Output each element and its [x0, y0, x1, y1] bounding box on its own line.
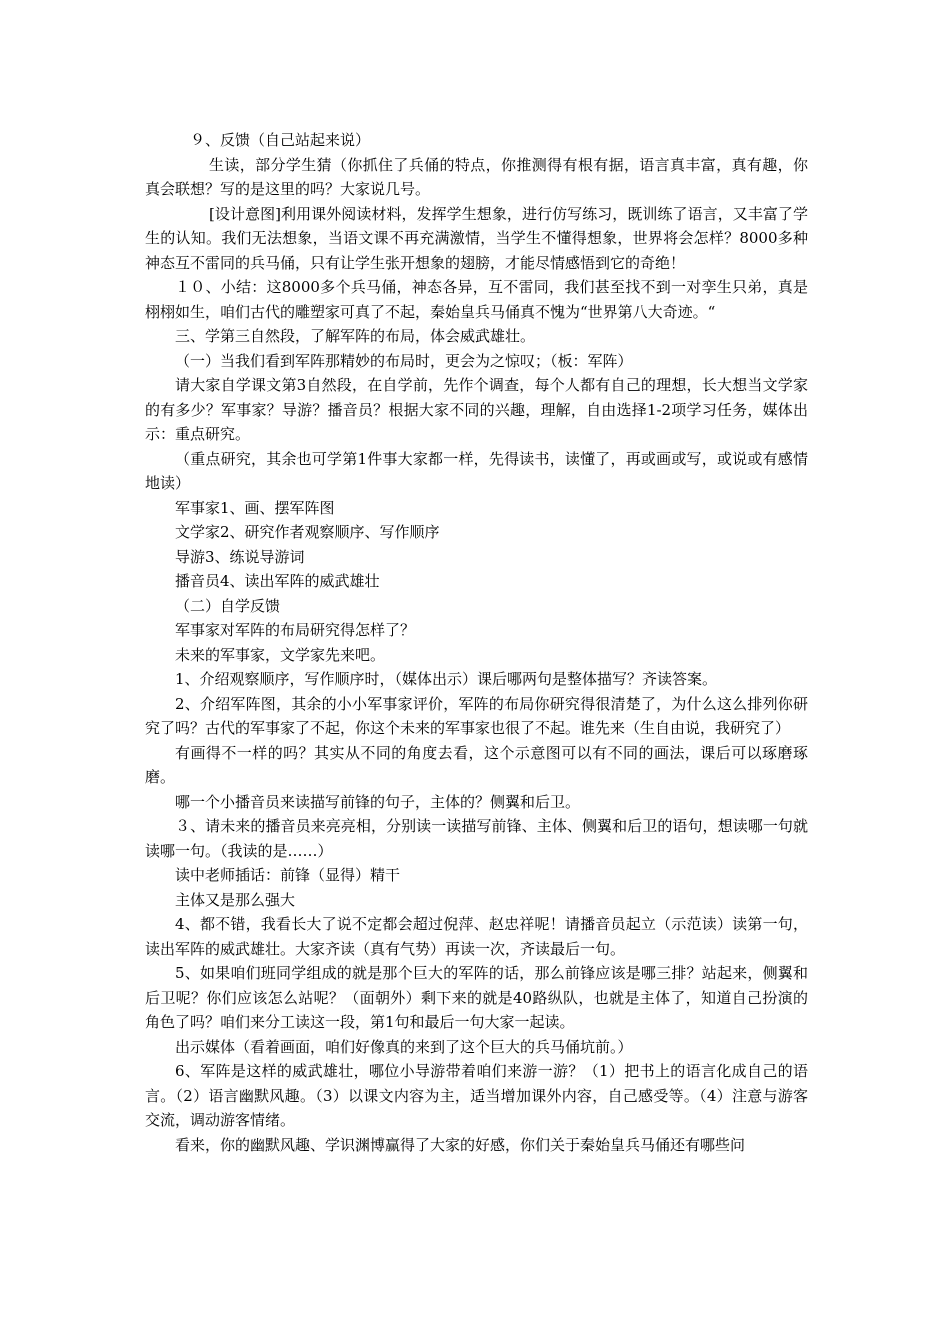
paragraph-announcer: 哪一个小播音员来读描写前锋的句子，主体的？侧翼和后卫。: [175, 792, 581, 811]
subsection-heading-one: （一）当我们看到军阵那精妙的布局时，更会为之惊叹；（板：军阵）: [175, 351, 633, 370]
paragraph-main-body: 主体又是那么强大: [175, 890, 296, 909]
paragraph-design-intent: [设计意图]利用课外阅读材料，发挥学生想象，进行仿写练习，既训练了语言，又丰富了学生的认知。我们无法想象，当语文课不再充满激情，当学生不懂得想象，世界将会怎样？8000多种神态互不雷同的兵马俑，只有让学生张开想象的翅膀，才能尽情感悟到它的奇绝！: [145, 204, 808, 272]
paragraph-different-drawing: 有画得不一样的吗？其实从不同的角度去看，这个示意图可以有不同的画法，课后可以琢磨琢磨。: [145, 743, 808, 786]
paragraph-step-4: 4、都不错，我看长大了说不定都会超过倪萍、赵忠祥呢！请播音员起立（示范读）读第一句，读出军阵的威武雄壮。大家齐读（真有气势）再读一次，齐读最后一句。: [145, 915, 808, 958]
task-item-4: 播音员4、读出军阵的威武雄壮: [175, 572, 380, 590]
task-item-1: 军事家1、画、摆军阵图: [175, 498, 335, 517]
paragraph-step-5: 5、如果咱们班同学组成的就是那个巨大的军阵的话，那么前锋应该是哪三排？站起来，侧翼和后卫呢？你们应该怎么站呢？（面朝外）剩下来的就是40路纵队，也就是主体了，知道自己扮演的角色了吗？咱们来分工读这一段，第1句和最后一句大家一起读。: [145, 964, 808, 1031]
paragraph-question: 军事家对军阵的布局研究得怎样了？: [175, 621, 416, 639]
subsection-heading-two: （二）自学反馈: [175, 596, 281, 615]
paragraph-step-1: 1、介绍观察顺序，写作顺序时，（媒体出示）课后哪两句是整体描写？齐读答案。: [175, 670, 718, 688]
document-page: [145, 128, 808, 1157]
paragraph-self-study: 请大家自学课文第3自然段，在自学前，先作个调查，每个人都有自己的理想，长大想当文学家的有多少？军事家？导游？播音员？根据大家不同的兴趣，理解，自由选择1-2项学习任务，媒体出示：重点研究。: [145, 376, 808, 443]
task-item-3: 导游3、练说导游词: [175, 547, 305, 566]
paragraph-step-2: 2、介绍军阵图，其余的小小军事家评价，军阵的布局你研究得很清楚了，为什么这么排列你研究了吗？古代的军事家了不起，你这个未来的军事家也很了不起。谁先来（生自由说，我研究了）: [145, 694, 808, 737]
task-item-2: 文学家2、研究作者观察顺序、写作顺序: [175, 523, 440, 541]
paragraph-summary: １０、小结：这8000多个兵马俑，神态各异，互不雷同，我们甚至找不到一对孪生只弟，真是栩栩如生，咱们古代的雕塑家可真了不起，秦始皇兵马俑真不愧为“世界第八大奇迹。“: [145, 278, 808, 321]
paragraph-media: 出示媒体（看着画面，咱们好像真的来到了这个巨大的兵马俑坑前。）: [175, 1037, 633, 1056]
section-heading-three: 三、学第三自然段，了解军阵的布局，体会威武雄壮。: [175, 327, 536, 345]
paragraph-student-guess: 生读，部分学生猜（你抓住了兵俑的特点，你推测得有根有据，语言真丰富，真有趣，你真会联想？写的是这里的吗？大家说几号。: [145, 155, 808, 198]
paragraph-feedback-heading: ９、反馈（自己站起来说）: [190, 131, 371, 149]
paragraph-step-3: ３、请未来的播音员来亮亮相，分别读一读描写前锋、主体、侧翼和后卫的语句，想读哪一句就读哪一句。（我读的是……）: [145, 817, 808, 860]
paragraph-step-6: 6、军阵是这样的威武雄壮，哪位小导游带着咱们来游一游？（1）把书上的语言化成自己的语言。（2）语言幽默风趣。（3）以课文内容为主，适当增加课外内容，自己感受等。（4）注意与游客交流，调动游客情绪。: [145, 1062, 808, 1129]
paragraph-closing: 看来，你的幽默风趣、学识渊博赢得了大家的好感，你们关于秦始皇兵马俑还有哪些问: [175, 1135, 746, 1154]
paragraph-future: 未来的军事家，文学家先来吧。: [175, 645, 386, 664]
paragraph-key-research: （重点研究，其余也可学第1件事大家都一样，先得读书，读懂了，再或画或写，或说或有感情地读）: [145, 449, 808, 492]
paragraph-teacher-note: 读中老师插话：前锋（显得）精干: [175, 866, 401, 884]
